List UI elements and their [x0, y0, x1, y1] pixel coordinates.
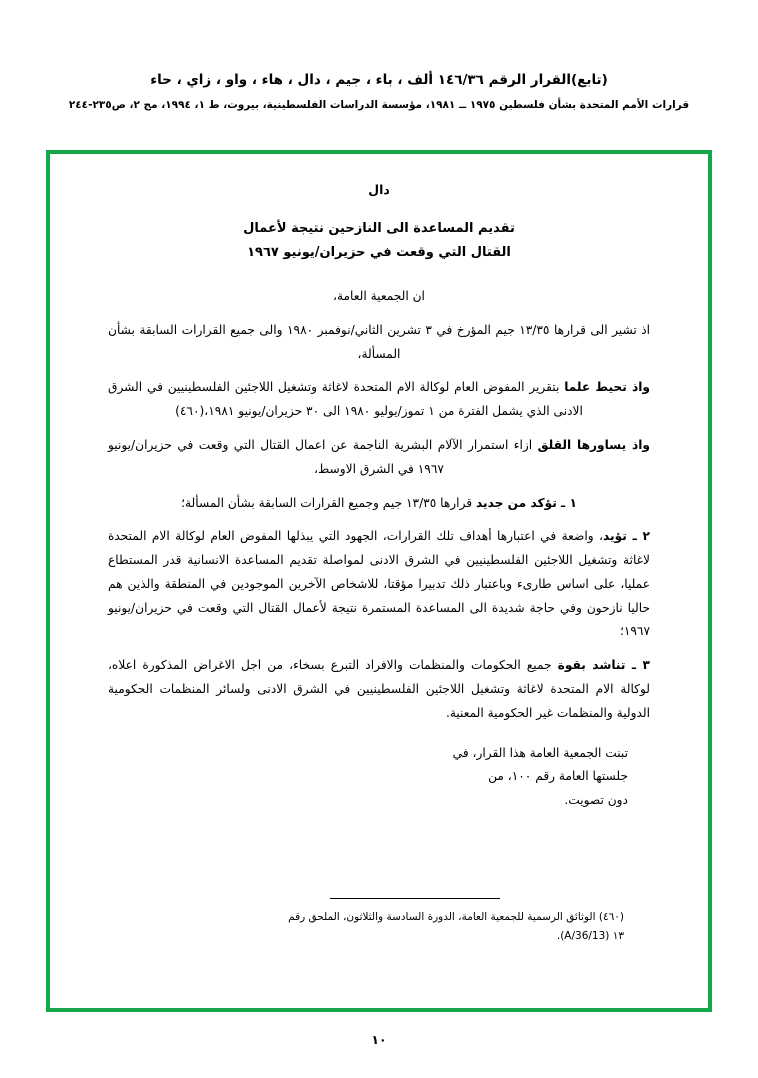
document-title-line-2: القتال التي وقعت في حزيران/يونيو ١٩٦٧ — [247, 245, 511, 261]
paragraph-concerned: واذ يساورها القلق ازاء استمرار الآلام البشرية الناجمة عن اعمال القتال التي وقعت في حزيران/يونيو ١٩٦٧ في الشرق الاوسط، — [108, 438, 650, 476]
page-number: ١٠ — [371, 1032, 387, 1047]
adoption-line-2: جلستها العامة رقم ١٠٠، من — [488, 769, 628, 784]
footnote-divider — [330, 898, 500, 899]
paragraph-recalling: اذ تشير الى قرارها ١٣/٣٥ جيم المؤرخ في ٣ تشرين الثاني/نوفمبر ١٩٨٠ والى جميع القرارات السابقة بشأن المسألة، — [108, 322, 651, 361]
footnote-line-2: ١٣ (A/36/13). — [556, 930, 624, 943]
footnote-line-1: (٤٦٠) الوثائق الرسمية للجمعية العامة، الدورة السادسة والثلاثون، الملحق رقم — [288, 911, 624, 924]
document-title — [108, 217, 650, 265]
header-source-citation: قرارات الأمم المتحدة بشأن فلسطين ١٩٧٥ ــ ١٩٨١، مؤسسة الدراسات الفلسطينية، بيروت، ط ١، ١٩٩٤، مج ٢، ص٢٣٥-٢٤٤ — [68, 99, 690, 112]
footnote-section — [108, 898, 650, 946]
adoption-line-3: دون تصويت. — [564, 793, 628, 808]
document-title-line-1: تقديم المساعدة الى النازحين نتيجة لأعمال — [243, 221, 515, 236]
section-letter-label: دال — [368, 182, 390, 197]
adoption-line-1: تبنت الجمعية العامة هذا القرار، في — [452, 745, 628, 760]
paragraph-operative-1: ١ ـ تؤكد من جديد قرارها ١٣/٣٥ جيم وجميع القرارات السابقة بشأن المسألة؛ — [181, 495, 577, 510]
document-body — [108, 285, 650, 726]
footnote-text — [108, 908, 650, 946]
paragraph-operative-3: ٣ ـ تناشد بقوة جميع الحكومات والمنظمات والافراد التبرع بسخاء، من اجل الاغراض المذكورة اعلاه، لوكالة الام المتحدة لاغاثة وتشغيل اللاجئين الفلسطينيين في الشرق الادنى ولسائر المنظمات الحكومية الدولية والمنظمات غير الحكومية المعنية. — [108, 658, 650, 720]
header-resolution-title: (تابع)القرار الرقم ١٤٦/٣٦ ألف ، باء ، جيم ، دال ، هاء ، واو ، زاي ، حاء — [150, 72, 608, 88]
adoption-note — [108, 742, 650, 813]
content-frame — [46, 150, 712, 1012]
paragraph-noting: واذ تحيط علما بتقرير المفوض العام لوكالة الام المتحدة لاغاثة وتشغيل اللاجئين الفلسطينيين في الشرق الادنى الذي يشمل الفترة من ١ تموز/يوليو ١٩٨٠ الى ٣٠ حزيران/يونيو ١٩٨١،(٤٦٠) — [108, 380, 650, 419]
paragraph-preamble-opening: ان الجمعية العامة، — [333, 289, 425, 304]
page-header — [0, 0, 758, 114]
paragraph-operative-2: ٢ ـ تؤيد، واضعة في اعتبارها أهداف تلك القرارات، الجهود التي يبذلها المفوض العام لوكالة الام المتحدة لاغاثة وتشغيل اللاجئين الفلسطينيين في الشرق الادنى لمواصلة تقديم المساعدة الانسانية قدر المستطاع عمليا، على اساس طارىء وباعتبار ذلك تدبيرا مؤقتا، للاشخاص الآخرين الموجودين في المنطقة والذين هم حاليا نازحون وفي حاجة شديدة الى المساعدة المستمرة نتيجة لأعمال القتال التي وقعت في حزيران/يونيو ١٩٦٧؛ — [108, 529, 650, 639]
